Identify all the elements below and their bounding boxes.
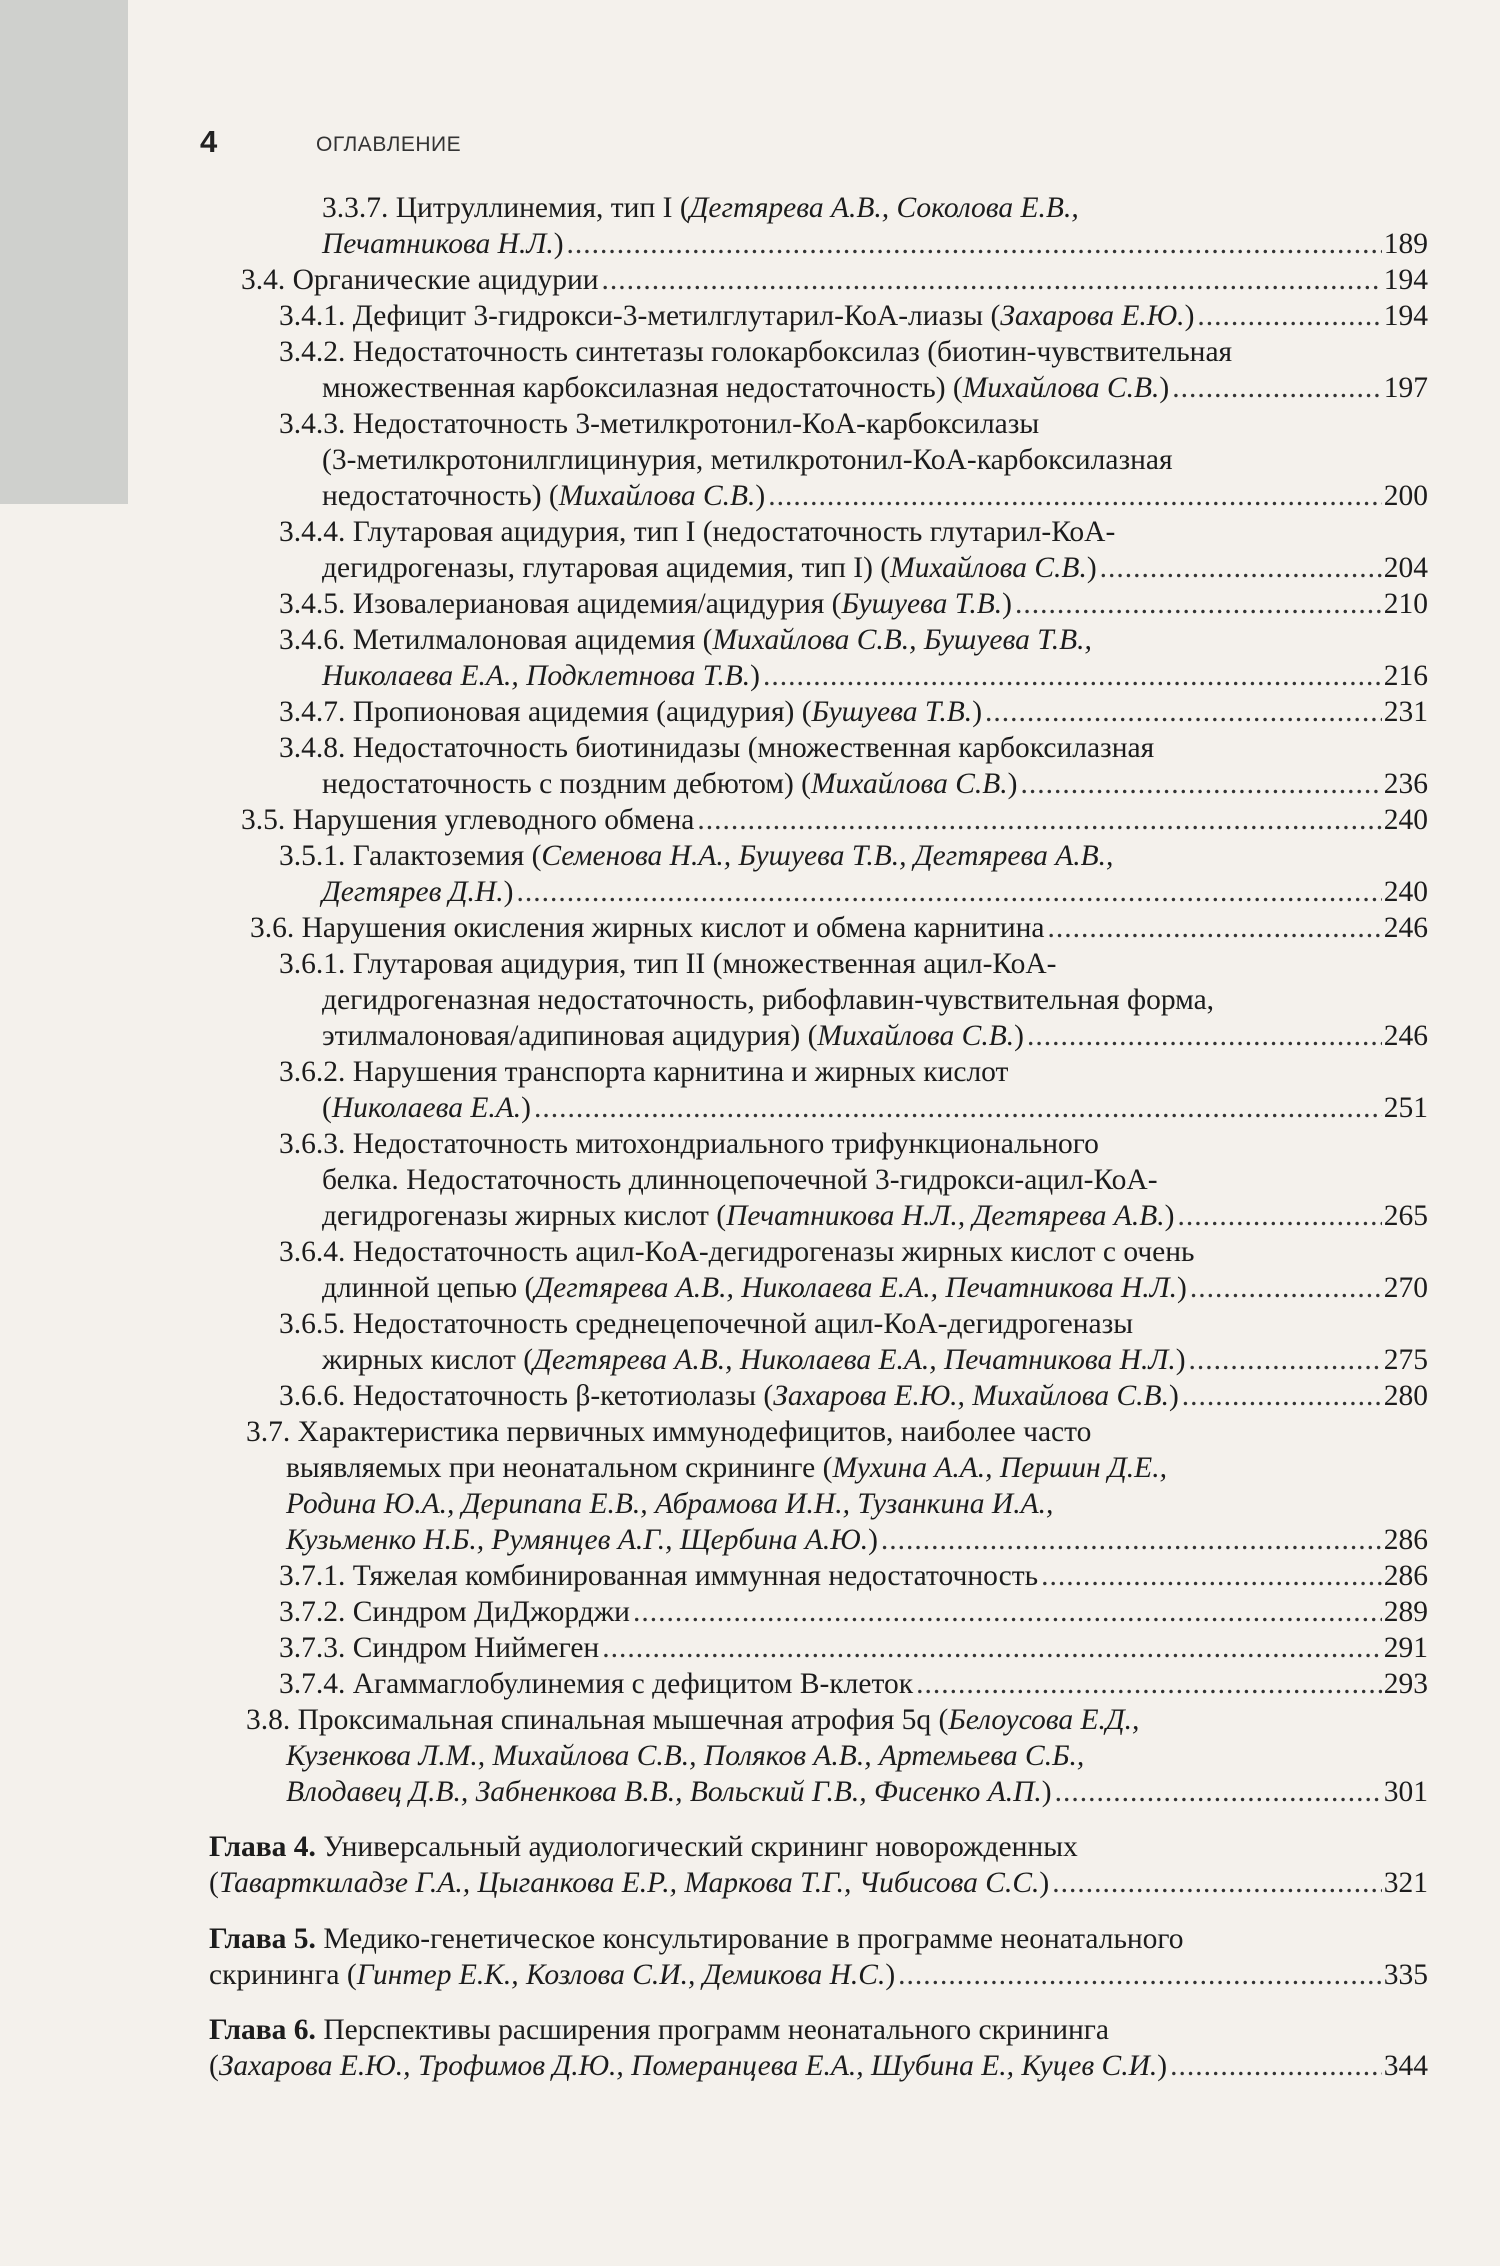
- toc-entry: [209, 2012, 1428, 2048]
- toc-author-text: Михайлова С.В., Бушуева Т.В.,: [712, 624, 1092, 656]
- toc-page-number: 194: [1383, 300, 1428, 332]
- toc-leader-dots: [881, 1522, 1382, 1558]
- toc-entry-title: [209, 1865, 1049, 1901]
- toc-entry-title: [322, 766, 1017, 802]
- toc-page-number: 293: [1383, 1668, 1428, 1700]
- toc-entry-title: [209, 1957, 895, 1993]
- toc-author-text: Михайлова С.В.: [810, 768, 1008, 800]
- toc-entry: [322, 442, 1428, 478]
- toc-author-text: Печатникова Н.Л.: [322, 228, 554, 260]
- toc-entry-title: [279, 1594, 630, 1630]
- toc-entry: [322, 766, 1428, 802]
- toc-title-text: 3.6. Нарушения окисления жирных кислот и обмена карнитина: [250, 912, 1045, 944]
- toc-author-text: Дегтярева А.В., Николаева Е.А., Печатникова Н.Л.: [534, 1272, 1178, 1304]
- toc-entry: [279, 1306, 1428, 1342]
- toc-entry-title: [286, 1486, 1053, 1522]
- toc-title-text: 3.4.2. Недостаточность синтетазы голокарбоксилаз (биотин-чувствительная: [279, 336, 1233, 368]
- toc-title-text: белка. Недостаточность длинноцепочечной 3-гидрокси-ацил-КоА-: [322, 1164, 1158, 1196]
- toc-leader-dots: [567, 226, 1382, 262]
- toc-author-text: Михайлова С.В.: [817, 1020, 1015, 1052]
- toc-entry-title: [322, 658, 760, 694]
- toc-entry-title: [322, 226, 564, 262]
- toc-entry: [279, 406, 1428, 442]
- toc-title-text: 3.4.4. Глутаровая ацидурия, тип I (недостаточность глутарил-КоА-: [279, 516, 1116, 548]
- toc-entry-title: [279, 838, 1113, 874]
- toc-entry: [286, 1486, 1428, 1522]
- toc-leader-dots: [697, 802, 1381, 838]
- toc-entry: [322, 1090, 1428, 1126]
- toc-page-number: 321: [1383, 1867, 1428, 1899]
- toc-leader-dots: [1172, 370, 1382, 406]
- toc-page-number: 286: [1383, 1560, 1428, 1592]
- toc-entry-title: [322, 1198, 1174, 1234]
- toc-author-text: Николаева Е.А.: [331, 1092, 522, 1124]
- toc-entry-title: [322, 1342, 1186, 1378]
- toc-entry: [246, 1702, 1428, 1738]
- toc-entry: [279, 1666, 1428, 1702]
- toc-leader-dots: [898, 1957, 1382, 1993]
- toc-title-text: ): [521, 1092, 531, 1124]
- toc-entry-title: [279, 1630, 599, 1666]
- toc-entry-title: [322, 1270, 1187, 1306]
- toc-entry-title: [322, 982, 1214, 1018]
- toc-entry: [322, 370, 1428, 406]
- toc-title-text: (: [209, 1867, 219, 1899]
- toc-title-text: 3.8. Проксимальная спинальная мышечная атрофия 5q (: [246, 1704, 949, 1736]
- toc-title-text: 3.4.3. Недостаточность 3-метилкротонил-КоА-карбоксилазы: [279, 408, 1040, 440]
- toc-title-text: 3.6.2. Нарушения транспорта карнитина и жирных кислот: [279, 1056, 1009, 1088]
- toc-page-number: 280: [1383, 1380, 1428, 1412]
- toc-entry: [279, 298, 1428, 334]
- toc-leader-dots: [916, 1666, 1382, 1702]
- toc-page-number: 236: [1383, 768, 1428, 800]
- toc-leader-dots: [1047, 910, 1381, 946]
- toc-author-text: Дегтярева А.В., Николаева Е.А., Печатникова Н.Л.: [533, 1344, 1176, 1376]
- toc-title-text: Медико-генетическое консультирование в программе неонатального: [315, 1923, 1184, 1955]
- toc-title-text: ): [885, 1959, 896, 1991]
- toc-entry: [209, 1921, 1428, 1957]
- toc-title-text: дегидрогеназы, глутаровая ацидемия, тип I) (: [322, 552, 891, 584]
- toc-author-text: Захарова Е.Ю., Михайлова С.В.: [773, 1380, 1169, 1412]
- toc-entry-title: [250, 910, 1044, 946]
- toc-entry: [279, 1558, 1428, 1594]
- toc-leader-dots: [1052, 1865, 1382, 1901]
- toc-page-number: 246: [1383, 1020, 1428, 1052]
- toc-entry-title: [286, 1738, 1084, 1774]
- toc-title-text: 3.7.2. Синдром ДиДжорджи: [279, 1596, 630, 1628]
- toc-leader-dots: [1177, 1198, 1381, 1234]
- toc-page-number: 291: [1383, 1632, 1428, 1664]
- toc-entry-title: [322, 1090, 531, 1126]
- toc-entry: [286, 1738, 1428, 1774]
- toc-entry: [322, 478, 1428, 514]
- toc-entry-title: [286, 1522, 878, 1558]
- toc-entry: [279, 1234, 1428, 1270]
- toc-entry: [322, 874, 1428, 910]
- toc-entry: [286, 1774, 1428, 1810]
- toc-title-text: Перспективы расширения программ неонатального скрининга: [315, 2014, 1109, 2046]
- toc-entry: [250, 910, 1428, 946]
- toc-title-text: 3.6.5. Недостаточность среднецепочечной ацил-КоА-дегидрогеназы: [279, 1308, 1134, 1340]
- toc-page-number: 240: [1383, 876, 1428, 908]
- toc-page-number: 275: [1383, 1344, 1428, 1376]
- toc-author-text: Таварткиладзе Г.А., Цыганкова Е.Р., Маркова Т.Г., Чибисова С.С.: [218, 1867, 1040, 1899]
- toc-title-text: 3.5.1. Галактоземия (: [279, 840, 542, 872]
- toc-entry-title: [246, 1702, 1139, 1738]
- toc-entry-title: [246, 1414, 1091, 1450]
- toc-entry-title: [322, 1018, 1024, 1054]
- toc-title-text: ): [503, 876, 514, 908]
- toc-title-text: ): [755, 480, 766, 512]
- toc-title-text: ): [1002, 588, 1012, 620]
- toc-entry-title: [279, 1378, 1179, 1414]
- toc-entry-title: [279, 1054, 1008, 1090]
- toc-title-text: ): [1184, 300, 1195, 332]
- toc-entry: [279, 1126, 1428, 1162]
- toc-entry-title: [279, 694, 982, 730]
- toc-page-number: 251: [1383, 1092, 1428, 1124]
- toc-entry: [241, 262, 1428, 298]
- toc-author-text: Кузьменко Н.Б., Румянцев А.Г., Щербина А.Ю.: [286, 1524, 869, 1556]
- toc-entry: [279, 586, 1428, 622]
- toc-leader-dots: [602, 1630, 1382, 1666]
- toc-page-number: 197: [1383, 372, 1428, 404]
- toc-title-text: 3.6.1. Глутаровая ацидурия, тип II (множественная ацил-КоА-: [279, 948, 1057, 980]
- toc-leader-dots: [1197, 298, 1381, 334]
- toc-title-text: 3.4.6. Метилмалоновая ацидемия (: [279, 624, 713, 656]
- toc-title-text: ): [972, 696, 983, 728]
- toc-entry-title: [209, 2048, 1167, 2084]
- toc-page-number: 231: [1383, 696, 1428, 728]
- toc-title-text: (3-метилкротонилглицинурия, метилкротонил-КоА-карбоксилазная: [322, 444, 1173, 476]
- running-head: ОГЛАВЛЕНИЕ: [316, 133, 462, 156]
- toc-author-text: Захарова Е.Ю., Трофимов Д.Ю., Померанцева Е.А., Шубина Е., Куцев С.И.: [218, 2050, 1158, 2082]
- toc-title-text: 3.4.8. Недостаточность биотинидазы (множественная карбоксилазная: [279, 732, 1155, 764]
- toc-entry-title: [279, 514, 1115, 550]
- toc-page-number: 344: [1383, 2050, 1428, 2082]
- toc-author-text: Печатникова Н.Л., Дегтярева А.В.: [726, 1200, 1165, 1232]
- toc-leader-dots: [534, 1090, 1382, 1126]
- toc-entry-title: [279, 730, 1154, 766]
- toc-leader-dots: [602, 262, 1382, 298]
- toc-entry: [279, 730, 1428, 766]
- toc-title-text: дегидрогеназы жирных кислот (: [322, 1200, 727, 1232]
- toc-author-text: Дегтярев Д.Н.: [322, 876, 504, 908]
- toc-author-text: Гинтер Е.К., Козлова С.И., Демикова Н.С.: [356, 1959, 886, 1991]
- toc-entry: [279, 1630, 1428, 1666]
- toc-title-text: 3.7. Характеристика первичных иммунодефицитов, наиболее часто: [246, 1416, 1092, 1448]
- toc-title-text: ): [1168, 1380, 1179, 1412]
- toc-entry: [279, 334, 1428, 370]
- toc-entry: [209, 2048, 1428, 2084]
- toc-title-text: недостаточность) (: [322, 480, 559, 512]
- toc-chapter-label: Глава 4.: [209, 1831, 316, 1863]
- toc-title-text: ): [1086, 552, 1097, 584]
- toc-title-text: этилмалоновая/адипиновая ацидурия) (: [322, 1020, 818, 1052]
- toc-entry-title: [279, 946, 1057, 982]
- toc-title-text: Универсальный аудиологический скрининг новорожденных: [315, 1831, 1078, 1863]
- toc-leader-dots: [1182, 1378, 1382, 1414]
- toc-leader-dots: [985, 694, 1382, 730]
- toc-title-text: 3.5. Нарушения углеводного обмена: [241, 804, 695, 836]
- toc-entry-title: [286, 1450, 1167, 1486]
- toc-title-text: ): [1157, 2050, 1168, 2082]
- toc-entry-title: [279, 406, 1039, 442]
- toc-title-text: 3.4.1. Дефицит 3-гидрокси-3-метилглутарил-КоА-лиазы (: [279, 300, 1001, 332]
- toc-leader-dots: [1027, 1018, 1382, 1054]
- toc-entry: [322, 1162, 1428, 1198]
- toc-title-text: ): [1039, 1867, 1050, 1899]
- toc-title-text: недостаточность с поздним дебютом) (: [322, 768, 811, 800]
- toc-leader-dots: [1170, 2048, 1382, 2084]
- toc-entry: [279, 1378, 1428, 1414]
- toc-entry: [279, 1054, 1428, 1090]
- toc-page-number: 289: [1383, 1596, 1428, 1628]
- toc-entry: [279, 838, 1428, 874]
- toc-page-number: 210: [1383, 588, 1428, 620]
- toc-title-text: 3.7.1. Тяжелая комбинированная иммунная недостаточность: [279, 1560, 1039, 1592]
- toc-entry-title: [279, 1306, 1133, 1342]
- toc-entry: [322, 1342, 1428, 1378]
- toc-leader-dots: [763, 658, 1382, 694]
- toc-author-text: Кузенкова Л.М., Михайлова С.В., Поляков А.В., Артемьева С.Б.,: [286, 1740, 1085, 1772]
- toc-entry: [241, 802, 1428, 838]
- toc-leader-dots: [1020, 766, 1381, 802]
- toc-author-text: Михайлова С.В.: [558, 480, 756, 512]
- toc-entry-title: [322, 478, 765, 514]
- toc-title-text: ): [1007, 768, 1018, 800]
- toc-entry-title: [279, 334, 1232, 370]
- toc-leader-dots: [768, 478, 1382, 514]
- toc-title-text: ): [1177, 1272, 1187, 1304]
- toc-entry-title: [322, 1162, 1158, 1198]
- toc-entry: [286, 1450, 1428, 1486]
- toc-page-number: 189: [1383, 228, 1428, 260]
- toc-page-number: 216: [1383, 660, 1428, 692]
- toc-author-text: Николаева Е.А., Подклетнова Т.В.: [322, 660, 751, 692]
- toc-title-text: 3.4.5. Изовалериановая ацидемия/ацидурия (: [279, 588, 842, 620]
- toc-title-text: 3.6.4. Недостаточность ацил-КоА-дегидрогеназы жирных кислот с очень: [279, 1236, 1195, 1268]
- toc-leader-dots: [1055, 1774, 1382, 1810]
- toc-leader-dots: [1100, 550, 1382, 586]
- toc-title-text: жирных кислот (: [322, 1344, 534, 1376]
- toc-entry-title: [241, 262, 599, 298]
- toc-entry-title: [322, 370, 1169, 406]
- toc-page-number: 301: [1383, 1776, 1428, 1808]
- toc-entry: [279, 946, 1428, 982]
- toc-page-number: 194: [1383, 264, 1428, 296]
- toc-chapter-label: Глава 6.: [209, 2014, 316, 2046]
- toc-chapter-label: Глава 5.: [209, 1923, 316, 1955]
- toc-title-text: (: [322, 1092, 332, 1124]
- toc-leader-dots: [633, 1594, 1382, 1630]
- toc-title-text: множественная карбоксилазная недостаточность) (: [322, 372, 963, 404]
- toc-page-number: 270: [1383, 1272, 1428, 1304]
- toc-title-text: длинной цепью (: [322, 1272, 535, 1304]
- toc-entry: [209, 1865, 1428, 1901]
- toc-entry: [322, 1018, 1428, 1054]
- toc-title-text: ): [1175, 1344, 1186, 1376]
- toc-author-text: Влодавец Д.В., Забненкова В.В., Вольский Г.В., Фисенко А.П.: [286, 1776, 1042, 1808]
- toc-author-text: Захарова Е.Ю.: [1000, 300, 1185, 332]
- toc-entry: [322, 1198, 1428, 1234]
- toc-entry-title: [279, 298, 1194, 334]
- toc-page-number: 200: [1383, 480, 1428, 512]
- toc-page-number: 246: [1383, 912, 1428, 944]
- toc-title-text: 3.7.3. Синдром Ниймеген: [279, 1632, 600, 1664]
- page-number: 4: [200, 124, 218, 159]
- toc-author-text: Михайлова С.В.: [962, 372, 1160, 404]
- toc-entry: [279, 1594, 1428, 1630]
- toc-page-number: 204: [1383, 552, 1428, 584]
- toc-entry-title: [279, 1558, 1038, 1594]
- toc-entry: [286, 1522, 1428, 1558]
- toc-author-text: Родина Ю.А., Дерипапа Е.В., Абрамова И.Н., Тузанкина И.А.,: [286, 1488, 1054, 1520]
- toc-leader-dots: [1190, 1270, 1382, 1306]
- toc-entry-title: [241, 802, 694, 838]
- toc-title-text: ): [750, 660, 760, 692]
- toc-title-text: ): [868, 1524, 878, 1556]
- toc-title-text: дегидрогеназная недостаточность, рибофлавин-чувствительная форма,: [322, 984, 1215, 1016]
- toc-page-number: 286: [1383, 1524, 1428, 1556]
- toc-author-text: Бушуева Т.В.: [841, 588, 1003, 620]
- toc-title-text: ): [1164, 1200, 1175, 1232]
- toc-entry-title: [322, 550, 1097, 586]
- toc-entry: [209, 1829, 1428, 1865]
- toc-title-text: выявляемых при неонатальном скрининге (: [286, 1452, 833, 1484]
- toc-title-text: ): [1014, 1020, 1024, 1052]
- toc-leader-dots: [1041, 1558, 1382, 1594]
- toc-entry-title: [286, 1774, 1052, 1810]
- toc-page-number: 265: [1383, 1200, 1428, 1232]
- toc-entry: [279, 694, 1428, 730]
- toc-title-text: скрининга (: [209, 1959, 357, 1991]
- toc-entry: [322, 1270, 1428, 1306]
- toc-title-text: ): [553, 228, 564, 260]
- toc-entry-title: [322, 442, 1173, 478]
- toc-author-text: Семенова Н.А., Бушуева Т.В., Дегтярева А.В.,: [541, 840, 1114, 872]
- toc-entry: [279, 514, 1428, 550]
- toc-leader-dots: [1015, 586, 1382, 622]
- toc-author-text: Дегтярева А.В., Соколова Е.В.,: [689, 192, 1079, 224]
- toc-entry-title: [209, 1921, 1184, 1957]
- toc-title-text: 3.4. Органические ацидурии: [241, 264, 599, 296]
- toc-entry-title: [279, 586, 1012, 622]
- toc-entry-title: [279, 1666, 913, 1702]
- toc-entry-title: [322, 874, 513, 910]
- toc-entry: [322, 658, 1428, 694]
- toc-title-text: 3.7.4. Агаммаглобулинемия с дефицитом В-клеток: [279, 1668, 914, 1700]
- toc-entry: [246, 1414, 1428, 1450]
- toc-title-text: 3.4.7. Пропионовая ацидемия (ацидурия) (: [279, 696, 812, 728]
- toc-entry: [279, 622, 1428, 658]
- toc-entry-title: [279, 622, 1092, 658]
- toc-entry: [322, 226, 1428, 262]
- toc-title-text: 3.3.7. Цитруллинемия, тип I (: [322, 192, 690, 224]
- toc-page-number: 240: [1383, 804, 1428, 836]
- toc-entry: [322, 550, 1428, 586]
- toc-entry-title: [322, 190, 1079, 226]
- toc-title-text: 3.6.6. Недостаточность β-кетотиолазы (: [279, 1380, 774, 1412]
- toc-title-text: ): [1041, 1776, 1052, 1808]
- toc-entry-title: [279, 1234, 1195, 1270]
- toc-page-number: 335: [1383, 1959, 1428, 1991]
- toc-entry: [322, 190, 1180, 226]
- toc-author-text: Михайлова С.В.: [890, 552, 1087, 584]
- toc-leader-dots: [1189, 1342, 1382, 1378]
- toc-author-text: Бушуева Т.В.: [811, 696, 973, 728]
- toc-title-text: ): [1159, 372, 1170, 404]
- toc-entry: [209, 1957, 1428, 1993]
- toc-leader-dots: [516, 874, 1381, 910]
- toc-entry: [322, 982, 1428, 1018]
- toc-entry-title: [209, 1829, 1078, 1865]
- toc-entry-title: [279, 1126, 1099, 1162]
- toc-author-text: Мухина А.А., Першин Д.Е.,: [832, 1452, 1167, 1484]
- toc-title-text: (: [209, 2050, 219, 2082]
- toc-author-text: Белоусова Е.Д.,: [948, 1704, 1140, 1736]
- toc-entry-title: [209, 2012, 1109, 2048]
- toc-title-text: 3.6.3. Недостаточность митохондриального трифункционального: [279, 1128, 1099, 1160]
